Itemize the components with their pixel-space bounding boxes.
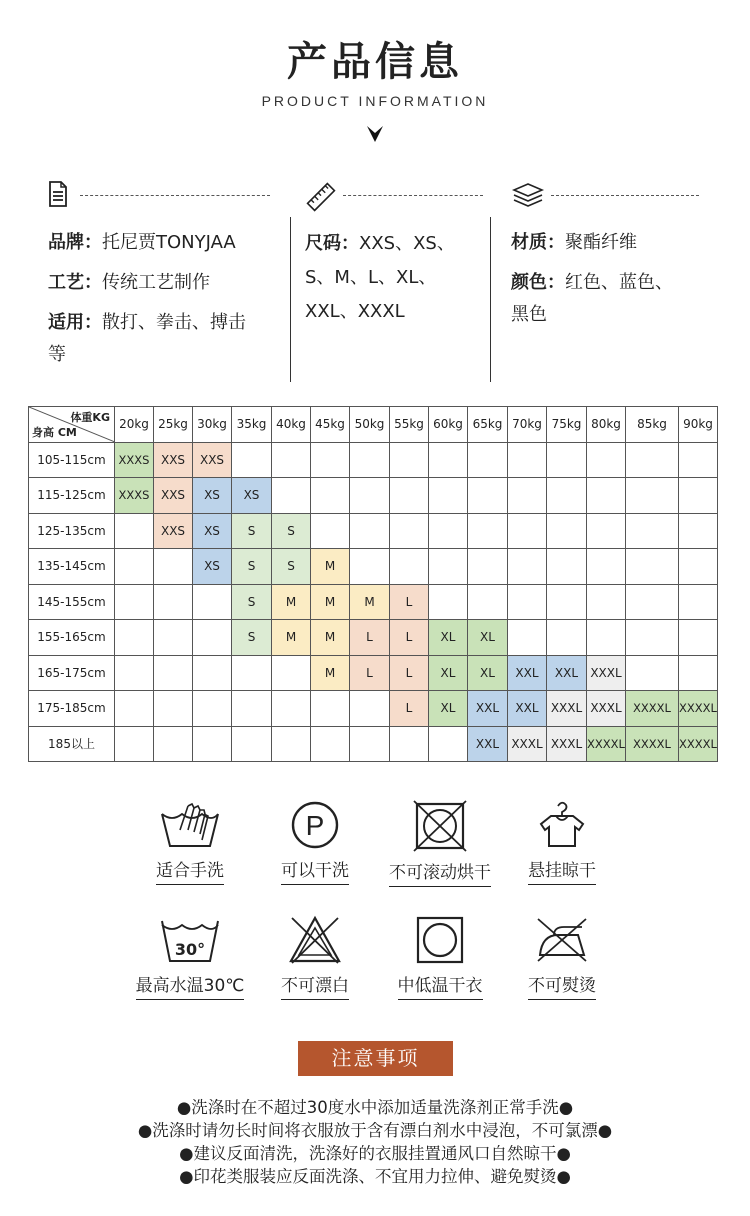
weight-header-cell: 20kg — [115, 407, 154, 443]
size-cell — [547, 513, 587, 549]
color-value: 红色、蓝色、 — [565, 272, 673, 293]
size-cell — [311, 513, 350, 549]
height-range-cell: 115-125cm — [29, 478, 115, 514]
size-cell — [508, 442, 547, 478]
care-label: 悬挂晾干 — [528, 856, 596, 885]
notice-line: ●建议反面清洗，洗涤好的衣服挂置通风口自然晾干● — [179, 1144, 571, 1163]
size-cell — [193, 584, 232, 620]
size-cell — [547, 478, 587, 514]
hang-dry-icon — [537, 800, 587, 850]
notice-list — [0, 1096, 750, 1188]
size-cell — [390, 549, 429, 585]
material-value: 聚酯纤维 — [565, 232, 637, 253]
column-divider — [490, 217, 491, 382]
size-cell — [272, 726, 311, 762]
craft-label: 工艺： — [48, 272, 102, 293]
size-cell — [587, 513, 626, 549]
size-cell: XXL — [508, 691, 547, 727]
size-cell: M — [311, 584, 350, 620]
size-cell — [508, 584, 547, 620]
size-cell: S — [272, 549, 311, 585]
info-col2-header — [305, 181, 485, 209]
no-bleach-icon — [288, 915, 342, 965]
size-table-row — [29, 691, 718, 727]
size-cell — [679, 620, 718, 656]
size-cell: L — [350, 620, 390, 656]
size-label: 尺码： — [305, 233, 359, 254]
size-cell — [626, 513, 679, 549]
size-cell — [429, 513, 468, 549]
size-table-header-row — [29, 407, 718, 443]
size-table-row — [29, 478, 718, 514]
care-label: 中低温干衣 — [398, 971, 483, 1000]
size-cell: XXXXL — [626, 691, 679, 727]
size-cell: XS — [193, 478, 232, 514]
weight-header-cell: 65kg — [468, 407, 508, 443]
size-cell — [193, 655, 232, 691]
care-item — [492, 800, 632, 885]
size-cell: XXXXL — [626, 726, 679, 762]
size-cell — [429, 478, 468, 514]
weight-header-cell: 40kg — [272, 407, 311, 443]
size-cell — [311, 726, 350, 762]
size-cell: M — [272, 620, 311, 656]
size-cell — [468, 549, 508, 585]
size-cell — [468, 442, 508, 478]
size-cell — [115, 691, 154, 727]
size-cell: XXL — [468, 691, 508, 727]
size-cell — [154, 549, 193, 585]
size-cell: M — [311, 655, 350, 691]
height-range-cell: 145-155cm — [29, 584, 115, 620]
size-cell: XXXS — [115, 478, 154, 514]
size-cell: L — [390, 620, 429, 656]
weight-header-cell: 90kg — [679, 407, 718, 443]
care-item — [370, 800, 510, 887]
size-cell — [429, 726, 468, 762]
info-col3-header — [511, 181, 701, 209]
height-range-cell: 125-135cm — [29, 513, 115, 549]
height-range-cell: 105-115cm — [29, 442, 115, 478]
size-table-row — [29, 620, 718, 656]
size-cell — [587, 584, 626, 620]
size-cell — [272, 442, 311, 478]
brand-label: 品牌： — [48, 232, 102, 253]
size-cell: XXXXL — [679, 691, 718, 727]
size-cell — [429, 584, 468, 620]
size-cell — [468, 513, 508, 549]
size-cell — [547, 620, 587, 656]
weight-header-cell: 55kg — [390, 407, 429, 443]
size-cell: XS — [193, 513, 232, 549]
material-row — [511, 227, 637, 259]
size-cell — [547, 584, 587, 620]
size-cell: S — [272, 513, 311, 549]
size-cell — [350, 726, 390, 762]
size-cell — [115, 726, 154, 762]
size-cell — [429, 549, 468, 585]
craft-row — [48, 267, 210, 299]
size-cell — [508, 620, 547, 656]
size-cell: XXXL — [587, 691, 626, 727]
size-chart-table — [28, 406, 718, 762]
weight-header-cell: 35kg — [232, 407, 272, 443]
size-cell: XXS — [193, 442, 232, 478]
size-cell — [508, 513, 547, 549]
craft-value: 传统工艺制作 — [102, 272, 210, 293]
size-cell — [154, 691, 193, 727]
care-item — [370, 915, 510, 1000]
height-range-cell: 135-145cm — [29, 549, 115, 585]
no-iron-icon — [534, 915, 590, 965]
brand-row — [48, 227, 236, 259]
size-cell — [679, 584, 718, 620]
size-cell — [679, 478, 718, 514]
brand-value: 托尼贾TONYJAA — [102, 232, 236, 253]
size-cell — [679, 549, 718, 585]
size-cell — [587, 478, 626, 514]
product-info — [0, 175, 750, 385]
notice-line: ●洗涤时请勿长时间将衣服放于含有漂白剂水中浸泡，不可氯漂● — [137, 1121, 613, 1140]
size-cell: XXS — [154, 442, 193, 478]
size-cell — [272, 655, 311, 691]
size-cell — [547, 442, 587, 478]
use-value-cont: 等 — [48, 344, 66, 365]
size-cell — [390, 442, 429, 478]
color-label: 颜色： — [511, 272, 565, 293]
page-title: 产品信息 — [287, 39, 463, 85]
notice-title-banner: 注意事项 — [298, 1041, 453, 1076]
size-cell — [679, 442, 718, 478]
use-label: 适用： — [48, 312, 102, 333]
size-cell — [468, 584, 508, 620]
size-cell — [350, 478, 390, 514]
notice-line: ●洗涤时在不超过30度水中添加适量洗涤剂正常手洗● — [176, 1098, 574, 1117]
dotted-divider — [343, 195, 483, 196]
size-cell: XXXXL — [679, 726, 718, 762]
weight-header-cell: 85kg — [626, 407, 679, 443]
size-cell — [272, 691, 311, 727]
size-cell — [390, 478, 429, 514]
care-label: 不可滚动烘干 — [389, 858, 491, 887]
height-range-cell: 165-175cm — [29, 655, 115, 691]
size-cell — [626, 549, 679, 585]
size-cell — [193, 726, 232, 762]
size-cell — [626, 620, 679, 656]
size-cell: S — [232, 513, 272, 549]
tumble-dry-low-icon — [415, 915, 465, 965]
height-range-cell: 175-185cm — [29, 691, 115, 727]
size-cell: L — [350, 655, 390, 691]
care-label: 适合手洗 — [156, 856, 224, 885]
height-axis-label: 身高 CM — [32, 425, 77, 439]
size-cell — [350, 513, 390, 549]
care-instructions — [0, 800, 750, 1010]
size-table-row — [29, 584, 718, 620]
size-cell — [311, 691, 350, 727]
size-cell — [115, 620, 154, 656]
size-cell: M — [311, 620, 350, 656]
size-cell: XXS — [154, 513, 193, 549]
size-cell: XXXL — [547, 726, 587, 762]
size-cell — [232, 655, 272, 691]
size-cell — [232, 691, 272, 727]
weight-header-cell: 30kg — [193, 407, 232, 443]
size-table-row — [29, 655, 718, 691]
size-cell — [350, 442, 390, 478]
size-cell: XL — [468, 620, 508, 656]
size-table-row — [29, 549, 718, 585]
size-row — [305, 227, 490, 329]
ruler-icon — [305, 181, 337, 213]
page-subtitle: PRODUCT INFORMATION — [261, 93, 489, 109]
size-cell: XL — [429, 655, 468, 691]
size-cell — [232, 442, 272, 478]
size-cell: S — [232, 549, 272, 585]
size-cell — [193, 691, 232, 727]
size-cell: XS — [193, 549, 232, 585]
size-cell — [115, 655, 154, 691]
size-cell: XS — [232, 478, 272, 514]
size-cell — [115, 513, 154, 549]
size-cell — [350, 691, 390, 727]
weight-header-cell: 25kg — [154, 407, 193, 443]
layers-icon — [511, 181, 545, 209]
size-cell — [311, 478, 350, 514]
size-cell — [154, 655, 193, 691]
size-cell: XXL — [468, 726, 508, 762]
column-divider — [290, 217, 291, 382]
size-cell — [193, 620, 232, 656]
care-label: 不可熨烫 — [528, 971, 596, 1000]
size-value-cont: S、M、L、XL、 — [305, 267, 437, 288]
size-cell — [429, 442, 468, 478]
size-cell: L — [390, 655, 429, 691]
size-cell: L — [390, 584, 429, 620]
size-cell: S — [232, 584, 272, 620]
weight-header-cell: 75kg — [547, 407, 587, 443]
size-cell: M — [350, 584, 390, 620]
dotted-divider — [80, 195, 270, 196]
size-table-row — [29, 726, 718, 762]
notice-line: ●印花类服装应反面洗涤、不宜用力拉伸、避免熨烫● — [179, 1167, 571, 1186]
size-cell — [115, 549, 154, 585]
weight-axis-label: 体重KG — [70, 411, 110, 424]
size-cell — [154, 584, 193, 620]
size-cell — [390, 726, 429, 762]
size-cell: XXXL — [587, 655, 626, 691]
svg-text:P: P — [305, 810, 325, 841]
weight-header-cell: 80kg — [587, 407, 626, 443]
size-cell — [508, 478, 547, 514]
size-cell — [468, 478, 508, 514]
size-value: XXS、XS、 — [359, 233, 455, 254]
size-cell — [350, 549, 390, 585]
size-cell: XXL — [547, 655, 587, 691]
size-cell — [115, 584, 154, 620]
color-row — [511, 267, 711, 331]
height-range-cell: 185以上 — [29, 726, 115, 762]
size-cell — [626, 584, 679, 620]
weight-header-cell: 60kg — [429, 407, 468, 443]
size-cell: XXS — [154, 478, 193, 514]
size-cell — [311, 442, 350, 478]
size-cell: M — [311, 549, 350, 585]
size-table-corner — [29, 407, 115, 443]
care-item — [245, 800, 385, 885]
size-cell: L — [390, 691, 429, 727]
size-table-row — [29, 442, 718, 478]
size-cell — [154, 620, 193, 656]
size-cell — [626, 478, 679, 514]
size-cell — [154, 726, 193, 762]
size-cell — [679, 513, 718, 549]
material-label: 材质： — [511, 232, 565, 253]
size-cell — [587, 442, 626, 478]
size-value-cont2: XXL、XXXL — [305, 301, 405, 322]
size-cell: M — [272, 584, 311, 620]
size-cell: XXXL — [547, 691, 587, 727]
info-col1-header — [48, 181, 273, 209]
care-item — [120, 800, 260, 885]
size-cell — [626, 442, 679, 478]
size-cell — [626, 655, 679, 691]
hand-wash-icon — [158, 800, 222, 850]
no-tumble-dry-icon — [413, 800, 467, 852]
size-cell: XXXXL — [587, 726, 626, 762]
size-cell: XXXS — [115, 442, 154, 478]
size-cell: XL — [429, 620, 468, 656]
size-cell: XL — [429, 691, 468, 727]
size-cell — [390, 513, 429, 549]
care-label: 最高水温30℃ — [136, 971, 245, 1000]
use-row — [48, 307, 288, 371]
size-cell: S — [232, 620, 272, 656]
weight-header-cell: 50kg — [350, 407, 390, 443]
size-cell: XXXL — [508, 726, 547, 762]
wash-30-icon — [158, 915, 222, 965]
size-cell — [232, 726, 272, 762]
wash-temp-text: 30° — [174, 940, 206, 959]
size-cell — [508, 549, 547, 585]
document-icon — [48, 181, 68, 207]
weight-header-cell: 70kg — [508, 407, 547, 443]
size-cell — [272, 478, 311, 514]
use-value: 散打、拳击、搏击 — [102, 312, 246, 333]
care-item — [120, 915, 260, 1000]
size-cell: XXL — [508, 655, 547, 691]
size-cell — [679, 655, 718, 691]
size-cell — [587, 549, 626, 585]
care-label: 可以干洗 — [281, 856, 349, 885]
care-label: 不可漂白 — [281, 971, 349, 1000]
size-table-row — [29, 513, 718, 549]
dry-clean-p-icon — [288, 800, 342, 850]
dotted-divider — [551, 195, 699, 196]
color-value-cont: 黑色 — [511, 304, 547, 325]
size-cell — [587, 620, 626, 656]
chevron-down-icon — [366, 124, 384, 144]
weight-header-cell: 45kg — [311, 407, 350, 443]
size-cell — [547, 549, 587, 585]
height-range-cell: 155-165cm — [29, 620, 115, 656]
care-item — [245, 915, 385, 1000]
size-cell: XL — [468, 655, 508, 691]
care-item — [492, 915, 632, 1000]
